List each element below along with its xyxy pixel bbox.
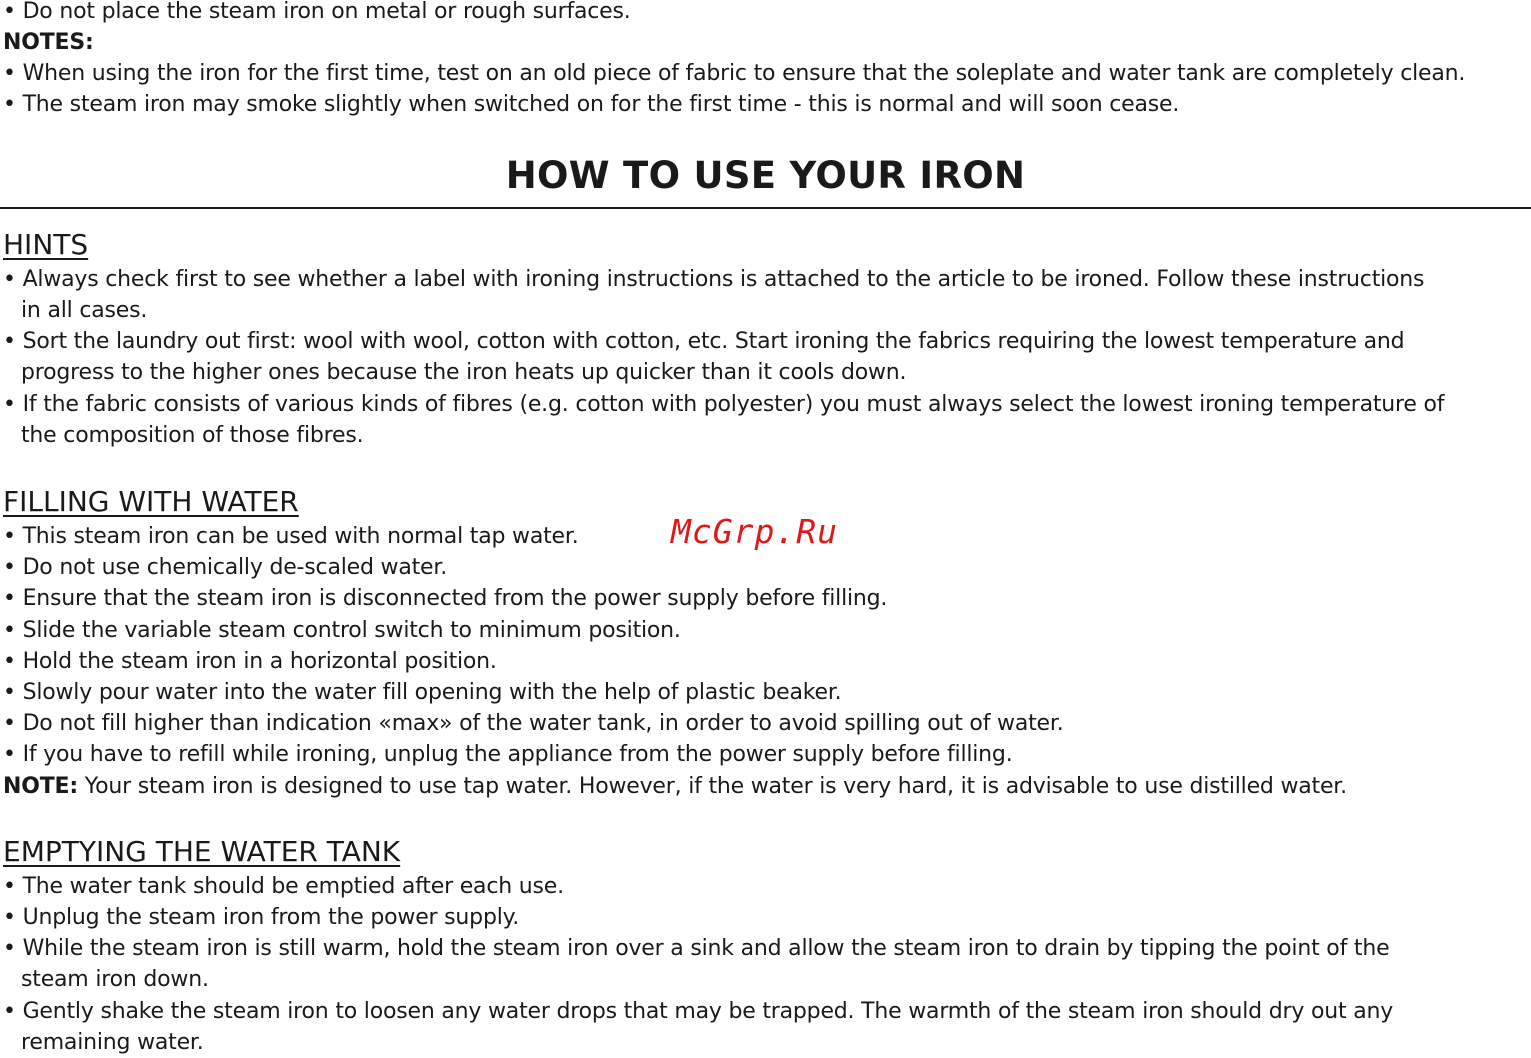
filling-item: • Hold the steam iron in a horizontal position. xyxy=(3,649,497,674)
note-smoke: • The steam iron may smoke slightly when switched on for the first time - this is normal and will soon cease. xyxy=(3,92,1180,117)
filling-item: • Do not fill higher than indication «max» of the water tank, in order to avoid spilling out of water. xyxy=(3,711,1064,736)
hints-item-2-cont: progress to the higher ones because the iron heats up quicker than it cools down. xyxy=(21,360,907,385)
emptying-item-3-cont: steam iron down. xyxy=(21,967,209,992)
page-heading: HOW TO USE YOUR IRON xyxy=(505,154,1026,197)
intro-line: • Do not place the steam iron on metal or rough surfaces. xyxy=(3,0,631,24)
hints-item-1: • Always check first to see whether a label with ironing instructions is attached to the article to be ironed. Follow these instructions xyxy=(3,267,1425,292)
heading-divider xyxy=(0,207,1531,209)
filling-note xyxy=(3,771,1347,802)
emptying-item-4-cont: remaining water. xyxy=(21,1030,204,1055)
hints-title: HINTS xyxy=(3,228,89,261)
hints-item-1-cont: in all cases. xyxy=(21,298,148,323)
notes-label: NOTES: xyxy=(3,30,94,55)
filling-item: • If you have to refill while ironing, unplug the appliance from the power supply before filling. xyxy=(3,742,1013,767)
filling-title: FILLING WITH WATER xyxy=(3,485,299,518)
emptying-item-1: • The water tank should be emptied after each use. xyxy=(3,874,564,899)
watermark: McGrp.Ru xyxy=(671,512,838,551)
hints-item-3-cont: the composition of those fibres. xyxy=(21,423,364,448)
filling-item: • This steam iron can be used with normal tap water. xyxy=(3,524,579,549)
emptying-title: EMPTYING THE WATER TANK xyxy=(3,835,401,868)
filling-item: • Do not use chemically de-scaled water. xyxy=(3,555,447,580)
note-first-use: • When using the iron for the first time, test on an old piece of fabric to ensure that the soleplate and water tank are completely clean. xyxy=(3,61,1466,86)
filling-item: • Slowly pour water into the water fill opening with the help of plastic beaker. xyxy=(3,680,842,705)
filling-note-label: NOTE: xyxy=(3,774,78,799)
filling-item: • Slide the variable steam control switch to minimum position. xyxy=(3,618,681,643)
filling-item: • Ensure that the steam iron is disconnected from the power supply before filling. xyxy=(3,586,888,611)
hints-item-2: • Sort the laundry out first: wool with wool, cotton with cotton, etc. Start ironing the fabrics requiring the lowest temperature and xyxy=(3,329,1405,354)
emptying-item-2: • Unplug the steam iron from the power supply. xyxy=(3,905,520,930)
filling-note-text: Your steam iron is designed to use tap water. However, if the water is very hard, it is advisable to use distilled water. xyxy=(77,774,1347,799)
emptying-item-4: • Gently shake the steam iron to loosen any water drops that may be trapped. The warmth of the steam iron should dry out any xyxy=(3,999,1394,1024)
hints-item-3: • If the fabric consists of various kinds of fibres (e.g. cotton with polyester) you must always select the lowest ironing temperature of xyxy=(3,392,1445,417)
emptying-item-3: • While the steam iron is still warm, hold the steam iron over a sink and allow the steam iron to drain by tipping the point of the xyxy=(3,936,1390,961)
